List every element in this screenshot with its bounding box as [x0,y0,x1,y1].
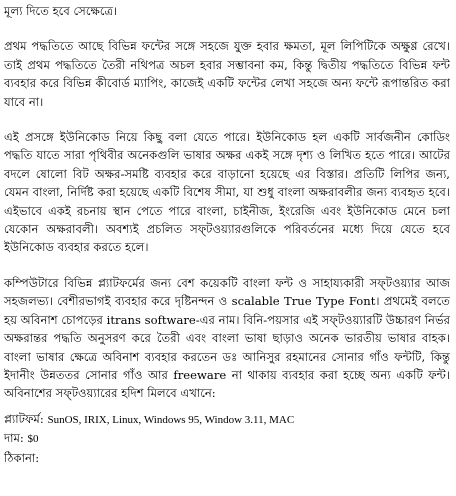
platform-label: প্ল্যাটফর্ম: [4,411,44,426]
paragraph-bangla-fonts: কম্পিউটারে বিভিন্ন প্ল্যাটফর্মের জন্য বেশ কয়েকটি বাংলা ফন্ট ও সাহায্যকারী সফ্‌টওয়্যার আজ সহজলভ্য। বেশীরভাগই ব্যবহার করে দৃষ্টিনন্দন ও scalable True Type Font। প্রথমেই বলতে হয় অবিনাশ চোপড়ের itrans software-এর নাম। বিনি-পয়সার এই সফ্‌টওয়্যারটি উচ্চারণ নির্ভর অক্ষরান্তর পদ্ধতি অনুসরণ করে তৈরী এবং বাংলা ভাষা ছাড়াও অনেক ভারতীয় ভাষার বাহক। বাংলা ভাষার ক্ষেত্রে অবিনাশ ব্যবহার করতেন ডঃ আনিসুর রহমানের সোনার গাঁও ফন্টটি, কিন্তু ইদানীং উন্নততর সোনার গাঁও আর freeware না থাকায় ব্যবহার করা হচ্ছে অন্য একটি ফন্ট। অবিনাশের সফ্‌টওয়্যারের হদিশ মিলবে এখানে: [4,275,450,401]
paragraph-unicode: এই প্রসঙ্গে ইউনিকোড নিয়ে কিছু বলা যেতে পারে। ইউনিকোড হল একটি সার্বজনীন কোডিং পদ্ধতি যাতে সারা পৃথিবীর অনেকগুলি ভাষার অক্ষর একই সঙ্গে দৃশ্য ও লিখিত হতে পারে। আটের বদলে ষোলো বিট অক্ষর-সমষ্টি ব্যবহার করে বাড়ানো হয়েছে এর বিস্তার। প্রতিটি লিপির জন্য, যেমন বাংলা, নির্দিষ্ট করা হয়েছে একটি বিশেষ সীমা, যা শুধু বাংলা অক্ষরাবলীর জন্য ব্যবহৃত হবে। এইভাবে একই রচনায় স্থান পেতে পারে বাংলা, চাইনীজ, ইংরেজি এবং ইউনিকোড মেনে চলা যেকোন অক্ষরাবলী। অবশ্যই প্রচলিত সফ্‌টওয়্যারগুলিকে পরিবর্তনের মধ্যে দিয়ে যেতে হবে ইউনিকোড ব্যবহার করতে হলে। [4,130,450,255]
paragraph-spacer [4,111,450,128]
paragraph-spacer [4,20,450,37]
price-row [4,429,450,448]
opening-line: মূল্য দিতে হবে সেক্ষেত্রে। [4,4,118,18]
paragraph-spacer [4,257,450,274]
platform-value: SunOS, IRIX, Linux, Windows 95, Window 3.11, MAC [47,413,295,426]
address-row [4,449,450,468]
address-label: ঠিকানা: [4,450,40,465]
details-spacer [4,403,450,410]
price-label: দাম: [4,431,24,446]
price-value: $0 [27,433,39,446]
platform-row [4,410,450,429]
paragraph-encoding-methods: প্রথম পদ্ধতিতে আছে বিভিন্ন ফন্টের সঙ্গে সহজে যুক্ত হবার ক্ষমতা, মূল লিপিটিকে অক্ষুণ্ণ রেখে। তাই প্রথম পদ্ধতিতে তৈরী নথিপত্র অচল হবার সম্ভাবনা কম, কিন্তু দ্বিতীয় পদ্ধতিতে বিভিন্ন ফন্ট ব্যবহার করে বিভিন্ন কীবোর্ড ম্যাপিং, কাজেই একটি ফন্টের লেখা সহজে অন্য ফন্টে রূপান্তরিত করা যাবে না। [4,39,450,109]
